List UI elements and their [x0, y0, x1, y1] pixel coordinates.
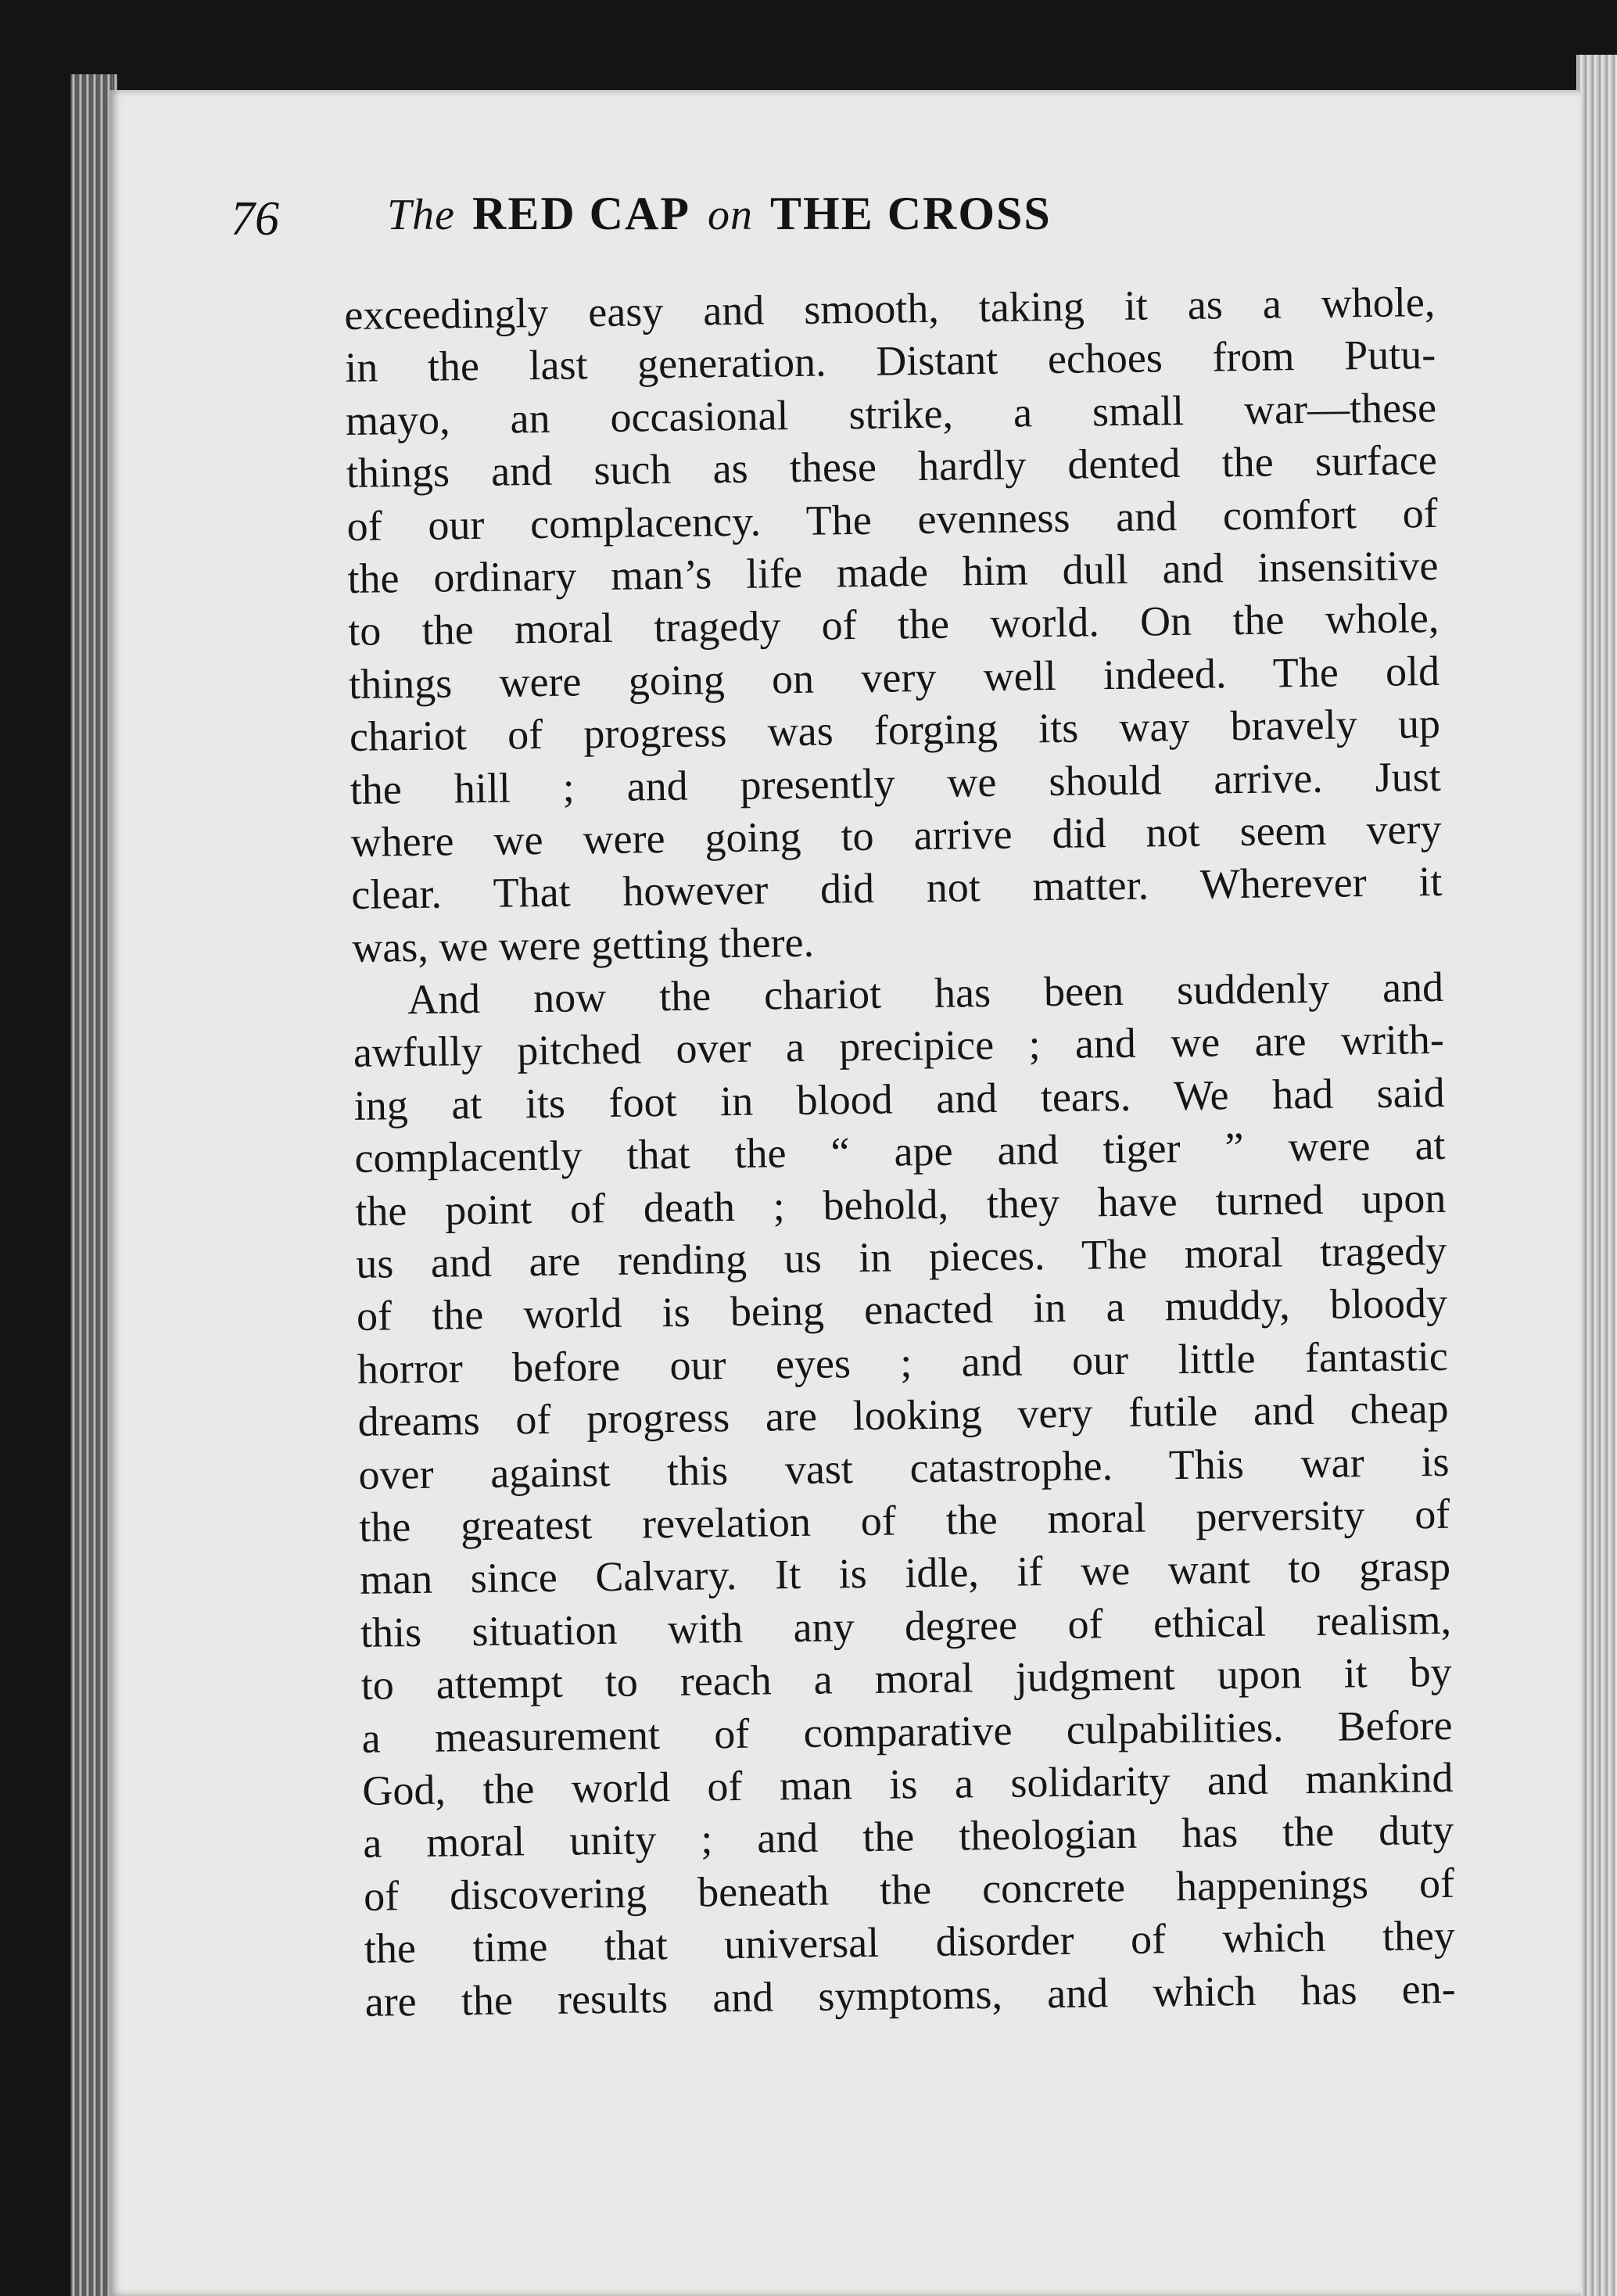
text-line: a moral unity ; and the theologian has the duty: [362, 1806, 1454, 1867]
running-head-red-cap: RED CAP: [472, 188, 690, 239]
text-line: of our complacency. The evenness and comfort of: [346, 489, 1438, 550]
text-line: horror before our eyes ; and our little fantastic: [357, 1332, 1449, 1393]
text-line: the time that universal disorder of which they: [364, 1911, 1456, 1972]
body-text: [344, 276, 1456, 2029]
text-line: was, we were getting there.: [351, 918, 815, 971]
text-line: in the last generation. Distant echoes from Putu-: [344, 331, 1436, 392]
text-line: this situation with any degree of ethical realism,: [360, 1595, 1452, 1656]
page-number: 76: [231, 192, 279, 246]
text-line: of discovering beneath the concrete happenings of: [363, 1859, 1455, 1920]
running-head-the-cross: THE CROSS: [770, 188, 1052, 239]
page-header: [231, 188, 1325, 262]
text-line: where we were going to arrive did not seem very: [350, 805, 1442, 866]
text-line: mayo, an occasional strike, a small war—these: [345, 383, 1437, 444]
text-line: chariot of progress was forging its way bravely up: [349, 700, 1441, 761]
right-page-edges: [1576, 55, 1617, 2296]
text-line: to attempt to reach a moral judgment upon it by: [360, 1648, 1453, 1709]
text-line: And now the chariot has been suddenly and: [407, 963, 1444, 1024]
text-line: to the moral tragedy of the world. On the whole,: [347, 594, 1440, 655]
text-line: a measurement of comparative culpabilities. Before: [361, 1701, 1453, 1762]
text-line: God, the world of man is a solidarity and mankind: [362, 1753, 1454, 1814]
text-line: us and are rending us in pieces. The moral tragedy: [355, 1226, 1447, 1287]
text-line: the point of death ; behold, they have turned upon: [355, 1174, 1447, 1235]
running-head: [387, 187, 1052, 241]
text-line: clear. That however did not matter. Wherever it: [351, 858, 1443, 919]
text-line: are the results and symptoms, and which has en-: [364, 1964, 1457, 2025]
text-line: ing at its foot in blood and tears. We had said: [353, 1068, 1446, 1129]
text-line: complacently that the “ ape and tiger ” were at: [354, 1121, 1446, 1182]
text-line: the greatest revelation of the moral perversity of: [358, 1490, 1450, 1551]
text-line: the hill ; and presently we should arrive. Just: [350, 752, 1442, 813]
text-line: exceedingly easy and smooth, taking it as a whole,: [344, 278, 1436, 339]
text-line: over against this vast catastrophe. This war is: [358, 1437, 1450, 1498]
text-line: dreams of progress are looking very futile and cheap: [357, 1385, 1449, 1446]
running-head-on: on: [708, 191, 753, 239]
text-line: man since Calvary. It is idle, if we want to grasp: [359, 1543, 1451, 1604]
text-line: things and such as these hardly dented the surface: [346, 436, 1438, 497]
running-head-the: The: [387, 191, 455, 239]
text-line: the ordinary man’s life made him dull and insensitive: [347, 541, 1439, 602]
text-line: things were going on very well indeed. The old: [348, 647, 1440, 708]
text-line: awfully pitched over a precipice ; and we are writh-: [353, 1016, 1445, 1077]
text-line: of the world is being enacted in a muddy, bloody: [356, 1279, 1448, 1340]
